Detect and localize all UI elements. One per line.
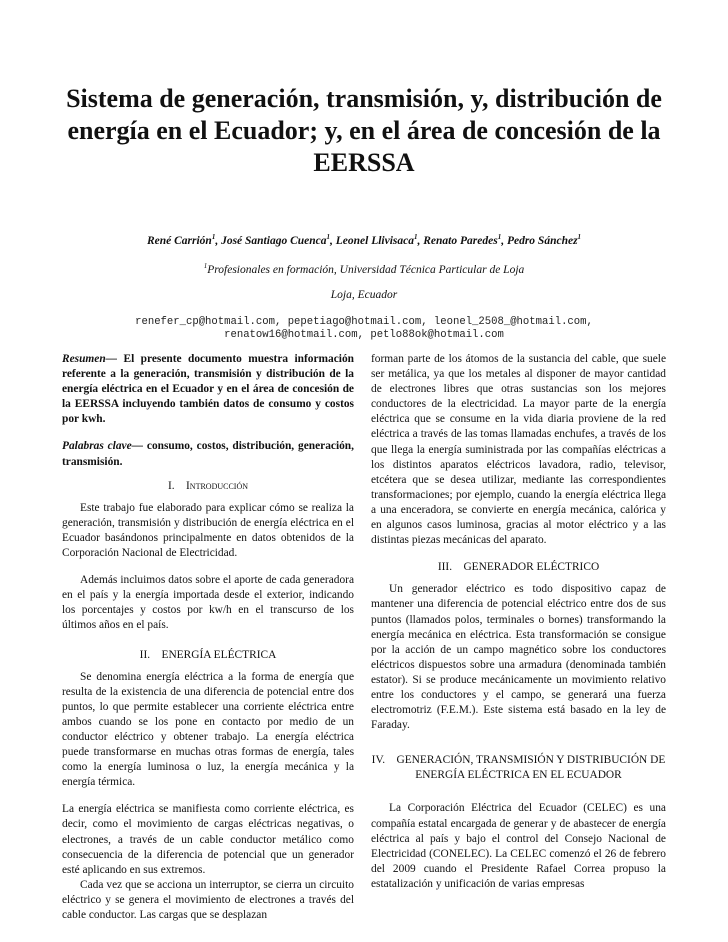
affiliation-text: Profesionales en formación, Universidad Técnica Particular de Loja [207,263,525,276]
author-name: Leonel Llivisaca [335,234,414,247]
section-number: III. [437,561,453,574]
affiliation-mark: 1 [203,262,208,270]
section-number: IV. [371,754,386,767]
author-affil-mark: 1 [414,233,418,241]
right-column [371,352,666,892]
email-list [90,316,638,342]
paragraph: La Corporación Eléctrica del Ecuador (CELEC) es una compañía estatal encargada de generar y de abastecer de energía eléctrica al país y bajo el control del Consejo Nacional de Electricidad (CONELEC). La CELEC comenzó el 26 de febrero del 2009 cuando el Presidente Rafael Correa propuso la estatalización y unificación de varias empresas [371,802,666,890]
keywords-text: consumo, costos, distribución, generación, transmisión. [62,440,354,468]
author-affil-mark: 1 [577,233,582,241]
author-affil-mark: 1 [326,233,330,241]
abstract-text: El presente documento muestra información referente a la generación, transmisión y distribución de la energía eléctrica en el Ecuador y en el área de concesión de la EERSSA incluyendo también datos de consumo y costos por kwh. [62,353,354,426]
section-title: Introducción [186,479,249,492]
author-name: René Carrión [146,234,212,247]
location: Loja, Ecuador [330,289,398,301]
paper-title: Sistema de generación, transmisión, y, distribución de energía en el Ecuador; y, en el área de concesión de la EERSSA [66,84,662,177]
email-line: renatow16@hotmail.com, petlo88ok@hotmail.com [224,329,504,341]
paragraph: forman parte de los átomos de la sustancia del cable, que suele ser metálica, ya que los metales al disponer de mayor cantidad de electrones libres que otras sustancias son los mejores conductores de la electricidad. La mayor parte de la energía eléctrica que se consume en la vida diaria proviene de la red eléctrica a través de las tomas llamadas enchufes, a través de los que llega la energía suministrada por las compañías eléctricas a los distintos aparatos eléctricos lavadora, radio, televisor, etcétera que se desea utilizar, mediante las correspondientes transformaciones; por ejemplo, cuando la energía eléctrica llega a una enceradora, se convierte en energía mecánica, calórica y en algunos casos luminosa, gracias al motor eléctrico y a las distintas piezas mecánicas del aparato. [371,353,666,547]
author-name: Renato Paredes [423,234,498,247]
affiliation [0,262,728,276]
keywords-label: Palabras clave— [62,440,144,453]
section-heading [62,479,354,494]
author-name: Pedro Sánchez [506,234,578,247]
paragraph: Se denomina energía eléctrica a la forma de energía que resulta de la existencia de una diferencia de potencial entre dos puntos, lo que permite establecer una corriente eléctrica entre ambos cuando se los pone en contacto por medio de un conductor eléctrico y obtener trabajo. La energía eléctrica puede transformarse en muchas otras formas de energía, tales como la energía luminosa o luz, la energía mecánica y la energía térmica. [62,670,354,789]
abstract [62,352,354,427]
abstract-label: Resumen— [62,353,118,365]
section-title: ENERGÍA ELÉCTRICA [161,648,277,661]
left-column [62,352,354,923]
section-number: I. [167,479,175,492]
section-heading [62,648,354,663]
section-number: II. [139,648,151,661]
section-heading [371,560,666,575]
section-title: GENERADOR ELÉCTRICO [463,561,600,574]
author-affil-mark: 1 [497,233,502,241]
section-heading [371,753,666,783]
paragraph: Además incluimos datos sobre el aporte de cada generadora en el país y la energía importada desde el exterior, indicando los porcentajes y costos por kw/h en el transcurso de los últimos años en el país. [62,574,354,632]
paragraph: La energía eléctrica se manifiesta como corriente eléctrica, es decir, como el movimiento de cargas eléctricas negativas, o electrones, a través de un cable conductor metálico como consecuencia de la diferencia de potencial que un generador esté aplicando en sus extremos. [62,803,354,876]
author-affil-mark: 1 [211,233,216,241]
section-title: GENERACIÓN, TRANSMISIÓN Y DISTRIBUCIÓN DE ENERGÍA ELÉCTRICA EN EL ECUADOR [396,754,666,782]
author-name: José Santiago Cuenca [221,234,327,247]
paragraph: Un generador eléctrico es todo dispositivo capaz de mantener una diferencia de potencial eléctrico entre dos de sus puntos (llamados polos, terminales o bornes) transformando la energía mecánica en eléctrica. Esta transformación se consigue por la acción de un campo magnético sobre los conductores eléctricos dispuestos sobre una armadura (denominada también estator). Si se produce mecánicamente un movimiento relativo entre los conductores y el campo, se generará una fuerza electromotriz (F.E.M.). Este sistema está basado en la ley de Faraday. [371,583,666,732]
author-list: René Carrión$^1$, José Santiago Cuenca$^1$, Leonel Llivisaca$^1$, Renato Paredes$^1$, Pedro Sánchez$^1$ [146,233,582,247]
paragraph: Cada vez que se acciona un interruptor, se cierra un circuito eléctrico y se genera el movimiento de electrones a través del cable conductor. Las cargas que se desplazan [62,878,354,921]
keywords [62,439,354,469]
email-line: renefer_cp@hotmail.com, pepetiago@hotmail.com, leonel_2508_@hotmail.com, [135,316,593,328]
paragraph: Este trabajo fue elaborado para explicar cómo se realiza la generación, transmisión y distribución de energía eléctrica en el Ecuador basándonos principalmente en datos obtenidos de la Corporación Nacional de Electricidad. [62,501,354,560]
